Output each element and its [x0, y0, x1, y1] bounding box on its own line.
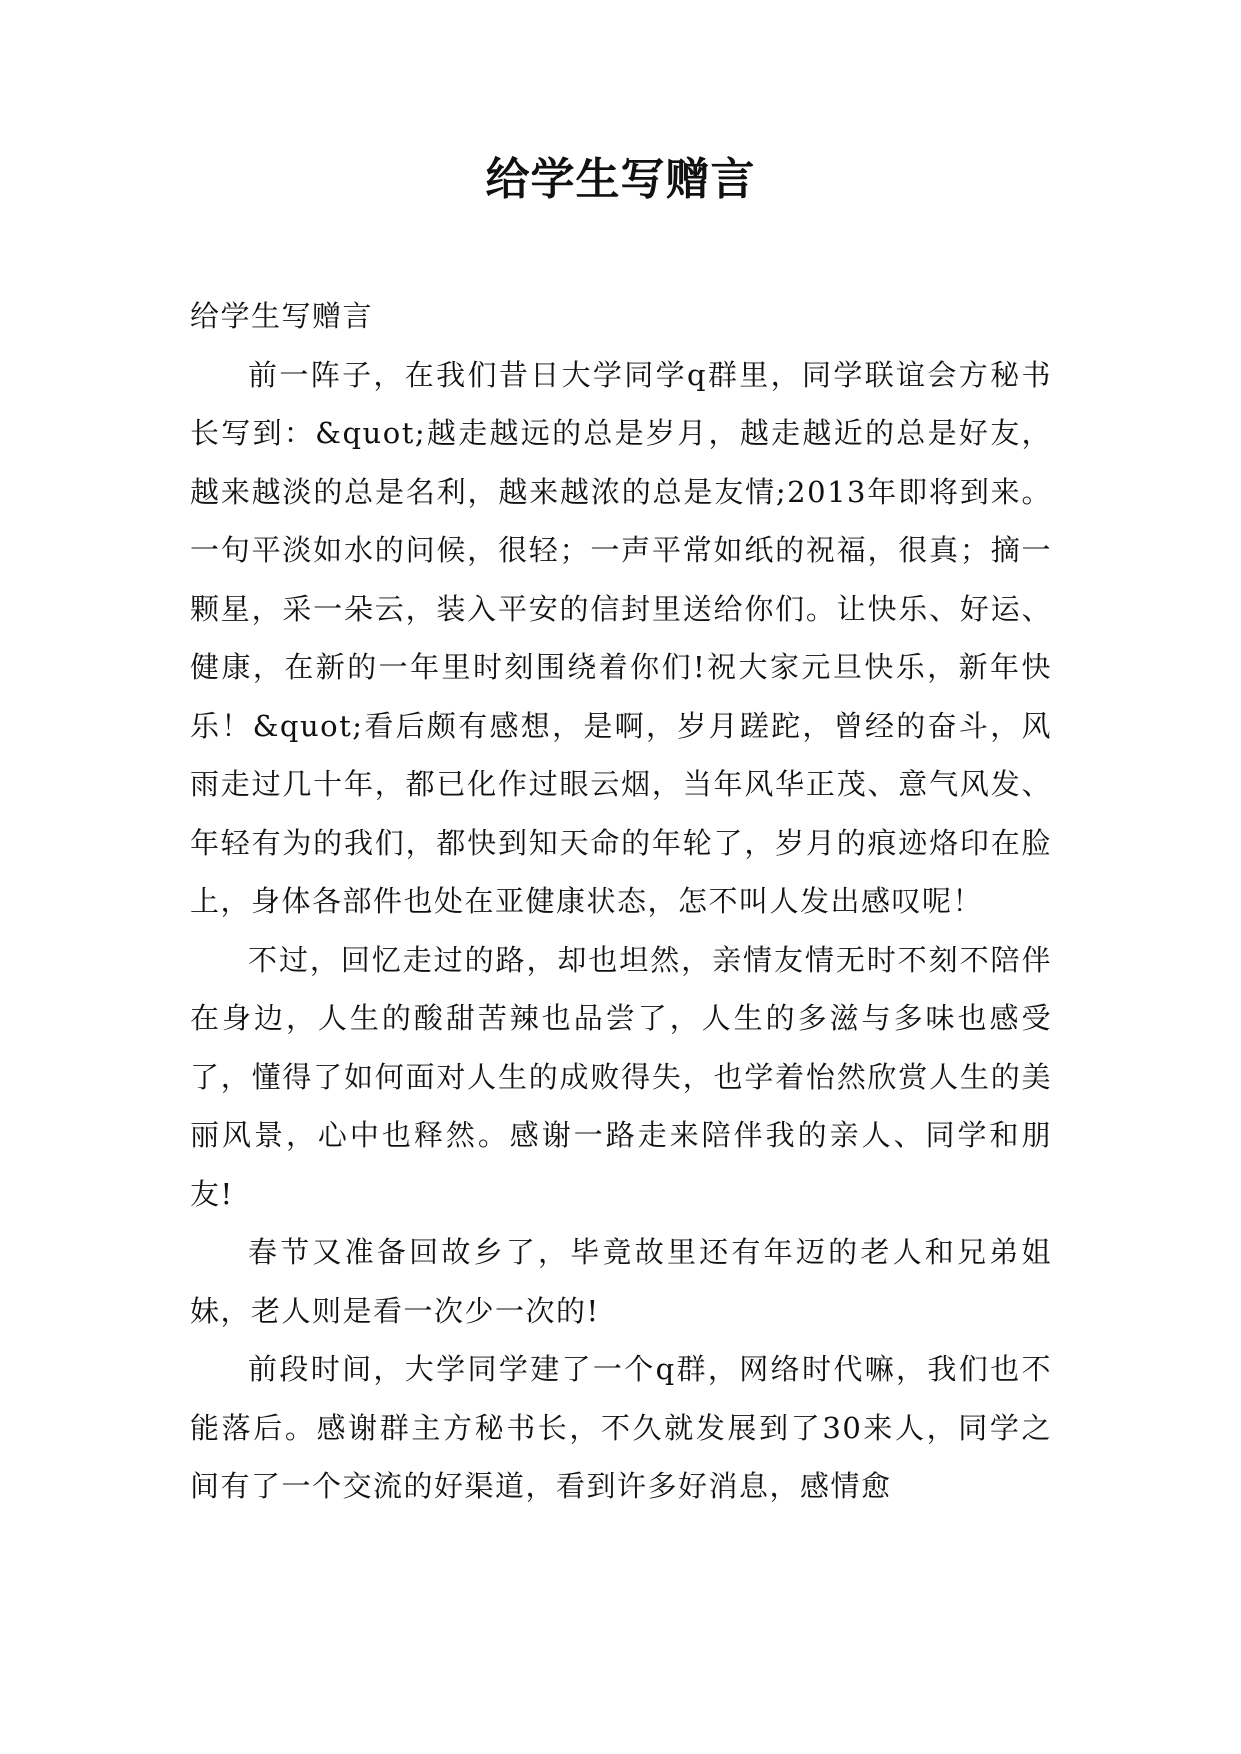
document-body — [190, 287, 1052, 1516]
paragraph: 春节又准备回故乡了，毕竟故里还有年迈的老人和兄弟姐妹，老人则是看一次少一次的! — [190, 1235, 1052, 1328]
paragraph-subtitle: 给学生写赠言 — [190, 299, 374, 333]
paragraph: 前段时间，大学同学建了一个q群，网络时代嘛，我们也不能落后。感谢群主方秘书长，不久就发展到了30来人，同学之间有了一个交流的好渠道，看到许多好消息，感情愈 — [190, 1352, 1052, 1503]
paragraph: 不过，回忆走过的路，却也坦然，亲情友情无时不刻不陪伴在身边，人生的酸甜苦辣也品尝了，人生的多滋与多味也感受了，懂得了如何面对人生的成败得失，也学着怡然欣赏人生的美丽风景，心中也释然。感谢一路走来陪伴我的亲人、同学和朋友! — [190, 942, 1052, 1211]
document-title: 给学生写赠言 — [485, 154, 756, 205]
paragraph: 前一阵子，在我们昔日大学同学q群里，同学联谊会方秘书长写到：&quot;越走越远的总是岁月，越走越近的总是好友，越来越淡的总是名利，越来越浓的总是友情;2013年即将到来。一句平淡如水的问候，很轻；一声平常如纸的祝福，很真；摘一颗星，采一朵云，装入平安的信封里送给你们。让快乐、好运、健康，在新的一年里时刻围绕着你们!祝大家元旦快乐，新年快乐！&quot;看后颇有感想，是啊，岁月蹉跎，曾经的奋斗，风雨走过几十年，都已化作过眼云烟，当年风华正茂、意气风发、年轻有为的我们，都快到知天命的年轮了，岁月的痕迹烙印在脸上，身体各部件也处在亚健康状态，怎不叫人发出感叹呢！ — [190, 357, 1052, 918]
